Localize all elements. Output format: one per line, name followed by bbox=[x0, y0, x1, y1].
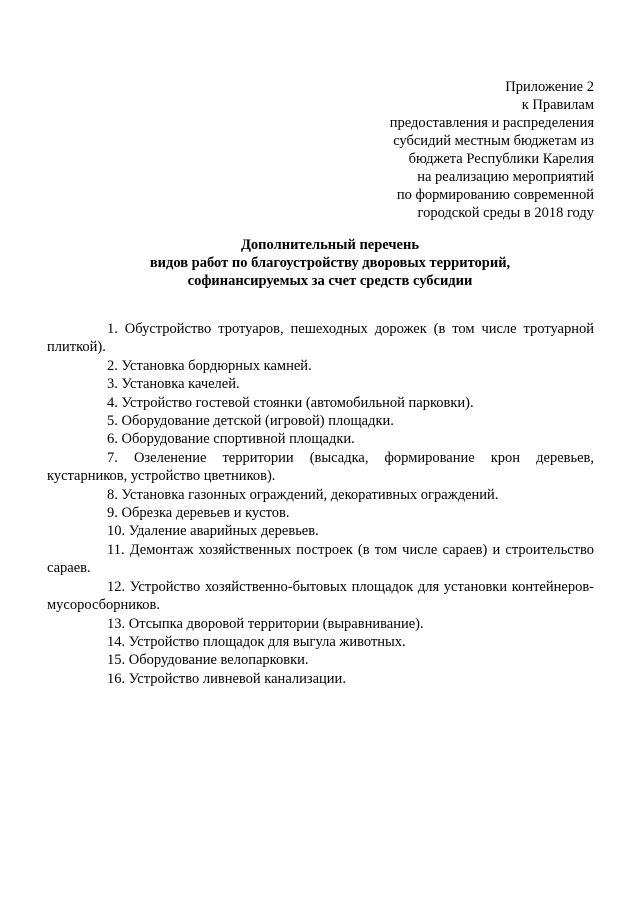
works-list bbox=[47, 320, 594, 688]
document-title bbox=[40, 236, 620, 290]
list-item: 12. Устройство хозяйственно-бытовых площадок для установки контейнеров-мусоросборников. bbox=[47, 578, 594, 614]
list-item: 9. Обрезка деревьев и кустов. bbox=[107, 505, 290, 522]
appendix-line: на реализацию мероприятий bbox=[417, 169, 594, 185]
appendix-line: бюджета Республики Карелия bbox=[408, 151, 594, 167]
appendix-line: Приложение 2 bbox=[505, 79, 594, 95]
appendix-line: субсидий местным бюджетам из bbox=[393, 133, 594, 149]
appendix-line: по формированию современной bbox=[396, 187, 594, 203]
list-item: 2. Установка бордюрных камней. bbox=[107, 357, 312, 374]
appendix-line: к Правилам bbox=[521, 97, 594, 113]
list-item: 6. Оборудование спортивной площадки. bbox=[107, 431, 355, 448]
list-item: 3. Установка качелей. bbox=[107, 376, 240, 393]
list-item: 5. Оборудование детской (игровой) площадки. bbox=[107, 413, 394, 430]
list-item: 7. Озеленение территории (высадка, формирование крон деревьев, кустарников, устройство цветников). bbox=[47, 449, 594, 485]
title-line: софинансируемых за счет средств субсидии bbox=[187, 273, 473, 289]
list-item: 16. Устройство ливневой канализации. bbox=[107, 670, 346, 687]
appendix-line: предоставления и распределения bbox=[389, 115, 594, 131]
list-item: 1. Обустройство тротуаров, пешеходных дорожек (в том числе тротуарной плиткой). bbox=[47, 321, 594, 356]
list-item: 11. Демонтаж хозяйственных построек (в том числе сараев) и строительство сараев. bbox=[47, 541, 594, 577]
list-item: 13. Отсыпка дворовой территории (выравнивание). bbox=[107, 615, 424, 632]
list-item: 10. Удаление аварийных деревьев. bbox=[107, 523, 319, 540]
appendix-block bbox=[334, 78, 594, 222]
list-item: 15. Оборудование велопарковки. bbox=[107, 652, 309, 669]
appendix-line: городской среды в 2018 году bbox=[417, 205, 594, 221]
list-item: 4. Устройство гостевой стоянки (автомобильной парковки). bbox=[107, 394, 474, 411]
title-line: Дополнительный перечень bbox=[240, 237, 420, 253]
list-item: 14. Устройство площадок для выгула животных. bbox=[107, 633, 406, 650]
title-line: видов работ по благоустройству дворовых территорий, bbox=[149, 255, 511, 271]
list-item: 8. Установка газонных ограждений, декоративных ограждений. bbox=[107, 486, 499, 503]
